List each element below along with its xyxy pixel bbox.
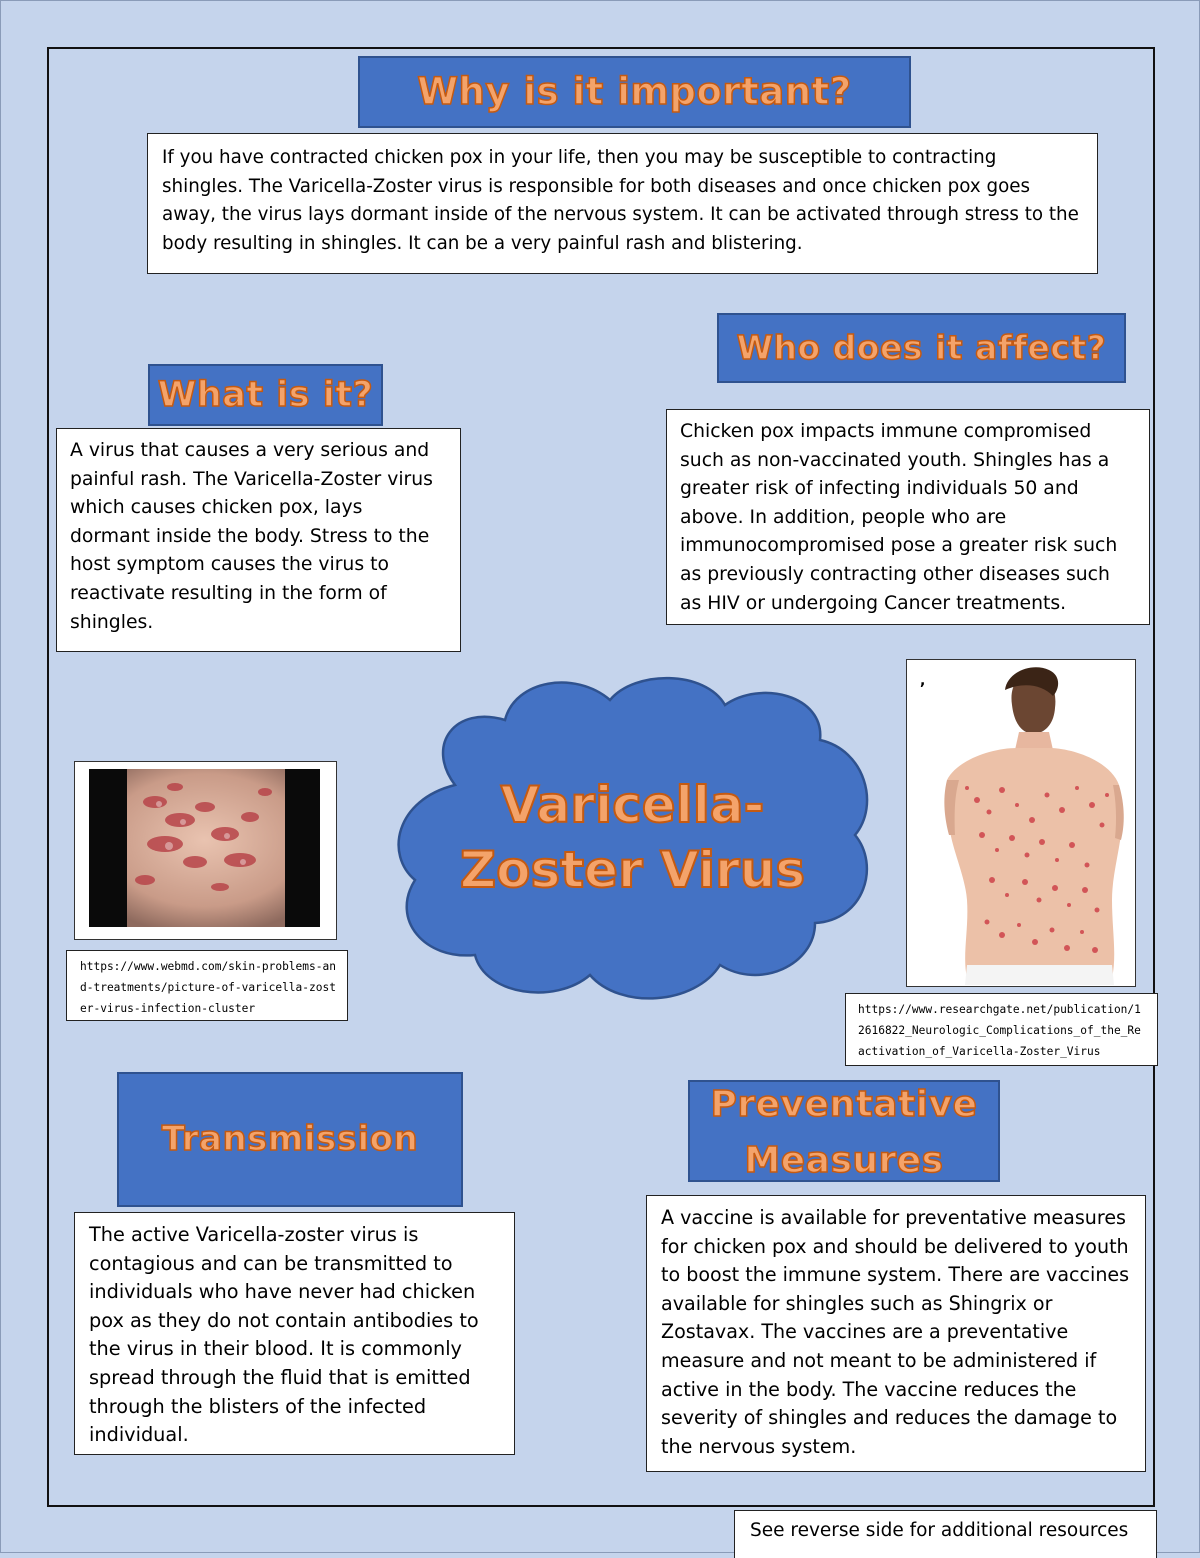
why-important-text: If you have contracted chicken pox in your life, then you may be susceptible to contracting shingles. The Varicella-Zoster virus is responsible for both diseases and once chicken pox goes away, the virus lays dormant inside of the nervous system. It can be activated through stress to the body resulting in shingles. It can be a very painful rash and blistering. <box>162 147 1079 254</box>
transmission-text: The active Varicella-zoster virus is contagious and can be transmitted to individuals who have never had chicken pox as they do not contain antibodies to the virus in their blood. It is commonly spread through the fluid that is emitted through the blisters of the infected individual. <box>89 1223 479 1447</box>
who-affect-title: Who does it affect? <box>736 327 1107 367</box>
preventative-box <box>646 1195 1146 1472</box>
what-is-it-title: What is it? <box>157 374 374 415</box>
preventative-title: Preventative Measures <box>710 1084 978 1181</box>
what-is-it-header <box>148 364 383 426</box>
right-image-source: https://www.researchgate.net/publication/12616822_Neurologic_Complications_of_the_Reactivation_of_Varicella-Zoster_Virus <box>858 1003 1141 1058</box>
why-important-header <box>358 56 911 128</box>
why-important-box <box>147 133 1098 274</box>
photo-mark: , <box>920 673 926 689</box>
back-rash-photo <box>907 660 1134 985</box>
center-title <box>385 665 880 1010</box>
left-image-source-box <box>66 950 348 1021</box>
preventative-text: A vaccine is available for preventative measures for chicken pox and should be delivered to youth to boost the immune system. There are vaccines available for shingles such as Shingrix or Zostavax. The vaccines are a preventative measure and not meant to be administered if active in the body. The vaccine reduces the severity of shingles and reduces the damage to the nervous system. <box>661 1206 1130 1458</box>
rash-closeup-photo <box>75 762 335 938</box>
rash-closeup-photo-frame <box>74 761 337 940</box>
what-is-it-text: A virus that causes a very serious and painful rash. The Varicella-Zoster virus which causes chicken pox, lays dormant inside the body. Stress to the host symptom causes the virus to reactivate resulting in the form of shingles. <box>70 440 433 633</box>
transmission-header <box>117 1072 463 1207</box>
reverse-side-note-box <box>734 1510 1157 1558</box>
center-title-line2: Zoster Virus <box>459 840 806 899</box>
transmission-title: Transmission <box>161 1118 419 1159</box>
left-image-source: https://www.webmd.com/skin-problems-and-treatments/picture-of-varicella-zoster-virus-infection-cluster <box>80 960 336 1015</box>
who-affect-text: Chicken pox impacts immune compromised such as non-vaccinated youth. Shingles has a greater risk of infecting individuals 50 and above. In addition, people who are immunocompromised pose a greater risk such as previously contracting other diseases such as HIV or undergoing Cancer treatments. <box>680 421 1118 614</box>
what-is-it-box <box>56 428 461 652</box>
why-important-title: Why is it important? <box>417 69 852 113</box>
center-title-line1: Varicella- <box>500 775 765 834</box>
who-affect-box <box>666 409 1150 625</box>
who-affect-header <box>717 313 1126 383</box>
preventative-header <box>688 1080 1000 1182</box>
title-cloud <box>385 665 880 1010</box>
transmission-box <box>74 1212 515 1455</box>
reverse-side-note: See reverse side for additional resources <box>750 1520 1129 1541</box>
back-rash-photo-frame <box>906 659 1136 987</box>
right-image-source-box <box>845 993 1158 1066</box>
